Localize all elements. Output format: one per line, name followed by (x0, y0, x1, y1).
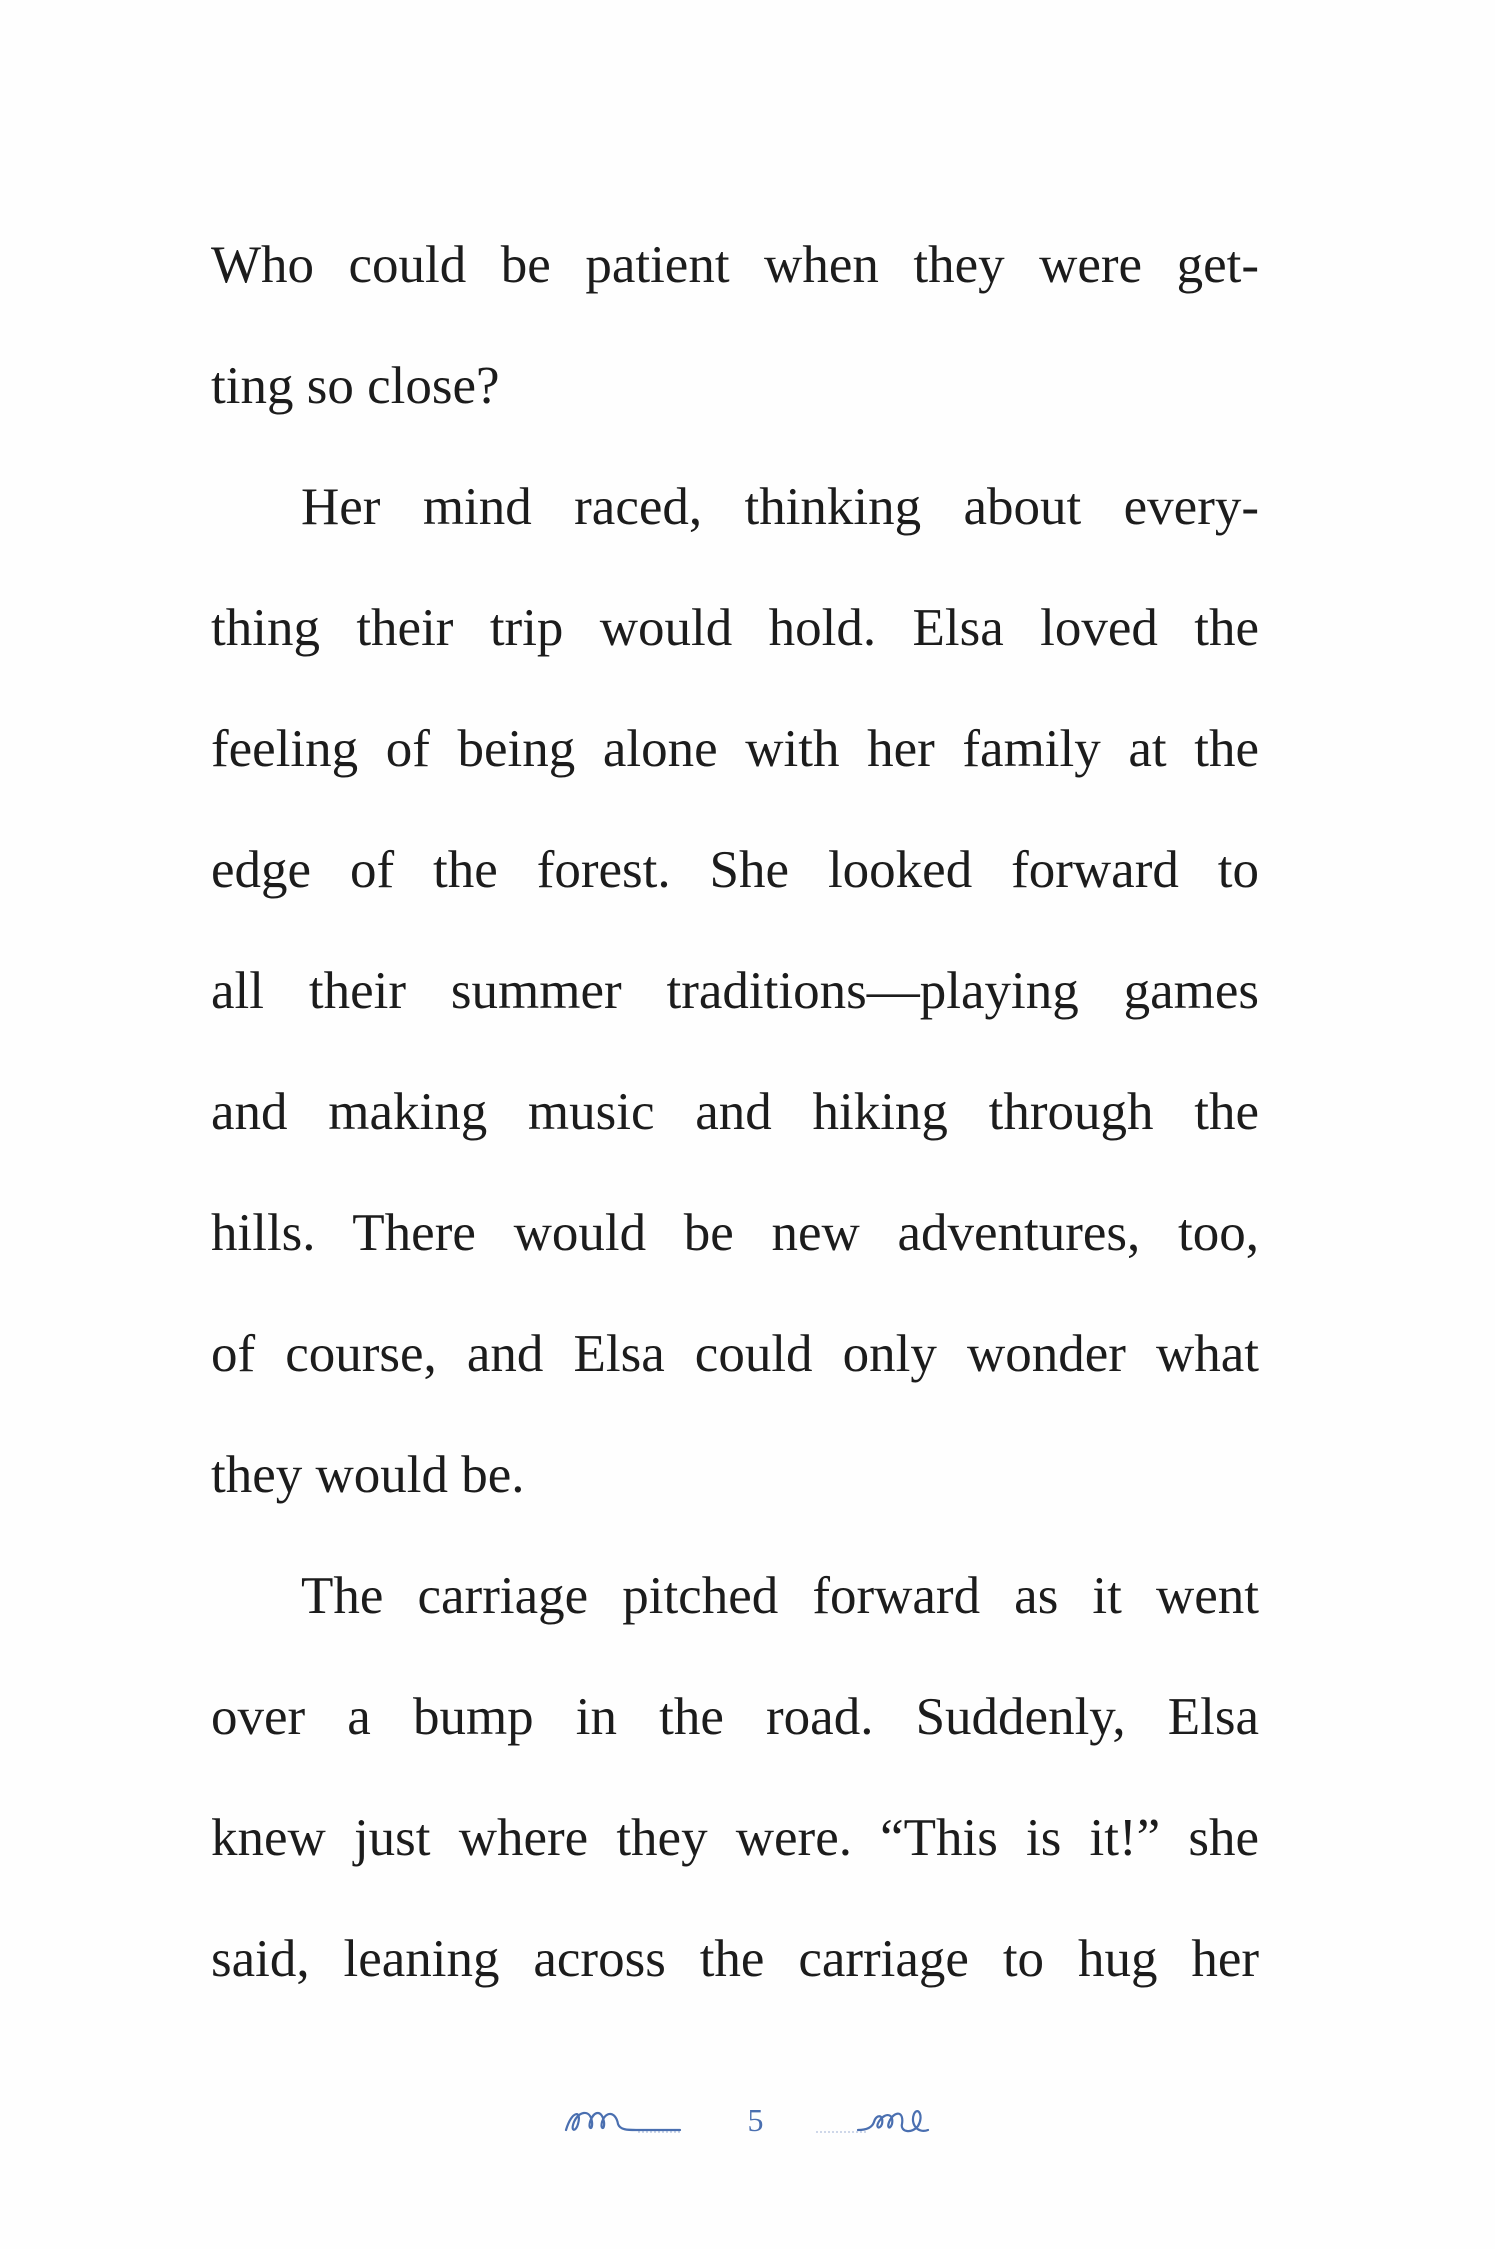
text-line: they would be. (211, 1446, 525, 1504)
text-line: feeling of being alone with her family at the (211, 720, 1259, 778)
text-line: of course, and Elsa could only wonder what (211, 1325, 1259, 1383)
text-line: hills. There would be new adventures, too, (211, 1204, 1259, 1262)
page-number: 5 (747, 2101, 764, 2138)
text-line: The carriage pitched forward as it went (301, 1567, 1259, 1625)
text-line: ting so close? (211, 357, 500, 415)
text-line: and making music and hiking through the (211, 1083, 1259, 1141)
text-line: said, leaning across the carriage to hug her (211, 1930, 1259, 1988)
text-line: Her mind raced, thinking about every- (301, 478, 1259, 536)
right-flourish-icon (808, 2100, 938, 2140)
text-line: edge of the forest. She looked forward to (211, 841, 1259, 899)
text-line: Who could be patient when they were get- (211, 236, 1259, 294)
text-line: all their summer traditions—playing games (211, 962, 1259, 1020)
text-line: over a bump in the road. Suddenly, Elsa (211, 1688, 1259, 1746)
body-text (211, 205, 1259, 2020)
left-flourish-icon (558, 2100, 688, 2140)
text-line: thing their trip would hold. Elsa loved the (211, 599, 1259, 657)
page-footer (0, 2090, 1495, 2150)
text-line: knew just where they were. “This is it!” she (211, 1809, 1259, 1867)
